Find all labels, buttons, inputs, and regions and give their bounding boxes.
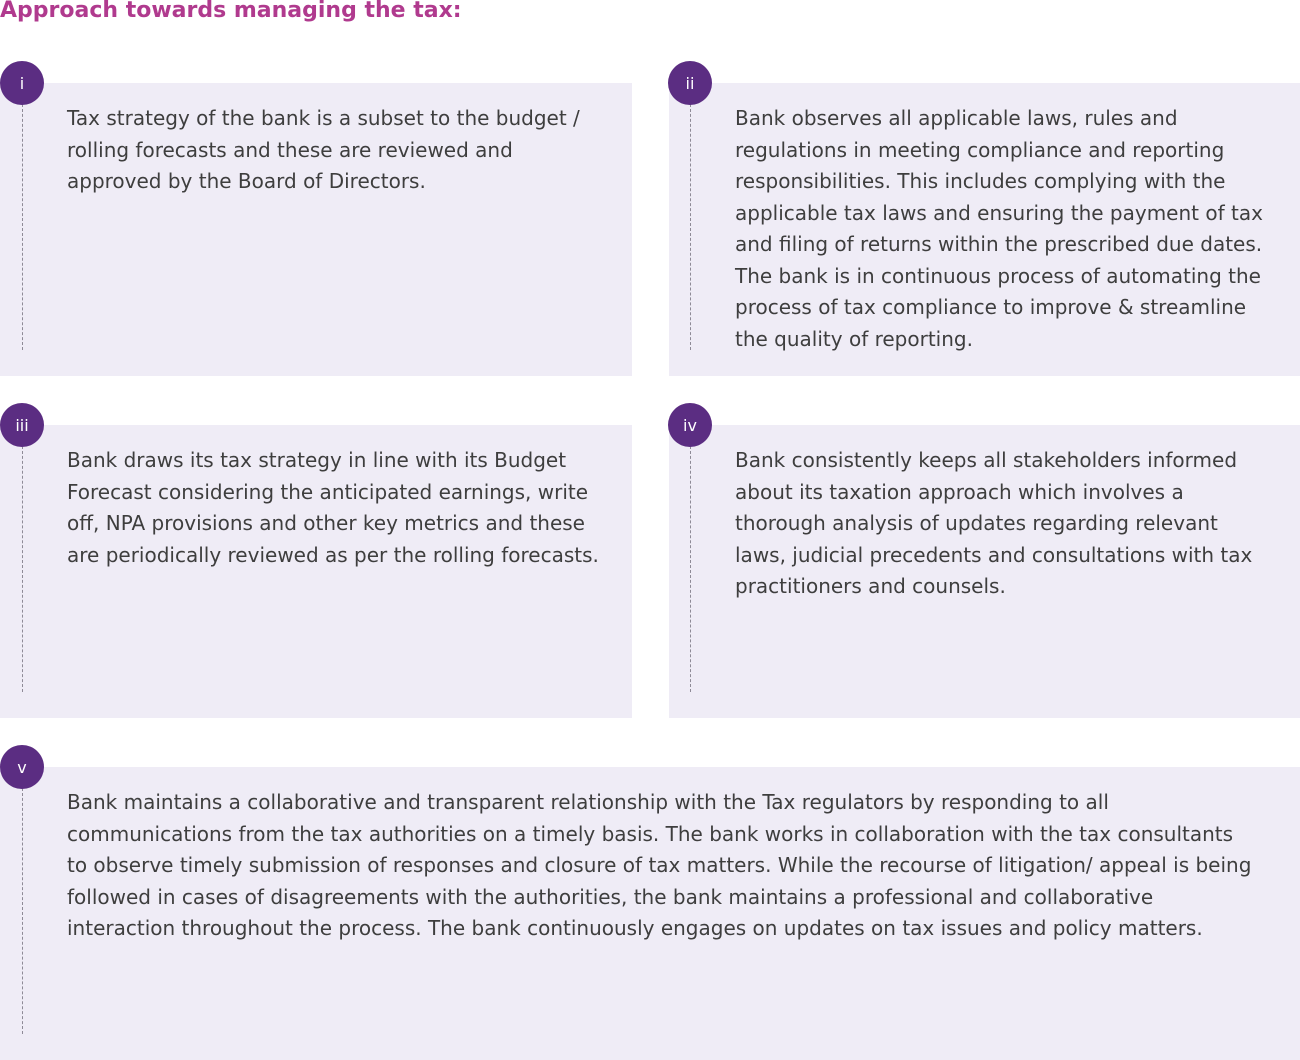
item-number-badge-1: i [0,61,44,105]
page-title: Approach towards managing the tax: [0,0,462,23]
timeline-dash-2 [690,104,691,350]
item-number-badge-2: ii [668,61,712,105]
tax-item-text-5: Bank maintains a collaborative and transparent relationship with the Tax regulators by responding to all communications from the tax authorities on a timely basis. The bank works in collaboration with the tax consultants to observe timely submission of responses and closure of tax matters. While the recourse of litigation/ appeal is being followed in cases of disagreements with the authorities, the bank maintains a professional and collaborative interaction throughout the process. The bank continuously engages on updates on tax issues and policy matters. [67,790,1252,940]
item-number-badge-3: iii [0,403,44,447]
item-number-badge-5: v [0,745,44,789]
timeline-dash-5 [22,788,23,1034]
tax-item-text-2: Bank observes all applicable laws, rules and regulations in meeting compliance and reporting responsibilities. This includes complying with the applicable tax laws and ensuring the payment of tax and filing of returns within the prescribed due dates. The bank is in continuous process of automating the process of tax compliance to improve & streamline the quality of reporting. [735,106,1263,351]
item-number-badge-4: iv [668,403,712,447]
tax-item-text-1: Tax strategy of the bank is a subset to the budget / rolling forecasts and these are reviewed and approved by the Board of Directors. [67,106,580,193]
tax-item-text-3: Bank draws its tax strategy in line with its Budget Forecast considering the anticipated earnings, write off, NPA provisions and other key metrics and these are periodically reviewed as per the rolling forecasts. [67,448,599,567]
timeline-dash-1 [22,104,23,350]
tax-item-text-4: Bank consistently keeps all stakeholders informed about its taxation approach which involves a thorough analysis of updates regarding relevant laws, judicial precedents and consultations with tax practitioners and counsels. [735,448,1253,598]
timeline-dash-4 [690,446,691,692]
timeline-dash-3 [22,446,23,692]
